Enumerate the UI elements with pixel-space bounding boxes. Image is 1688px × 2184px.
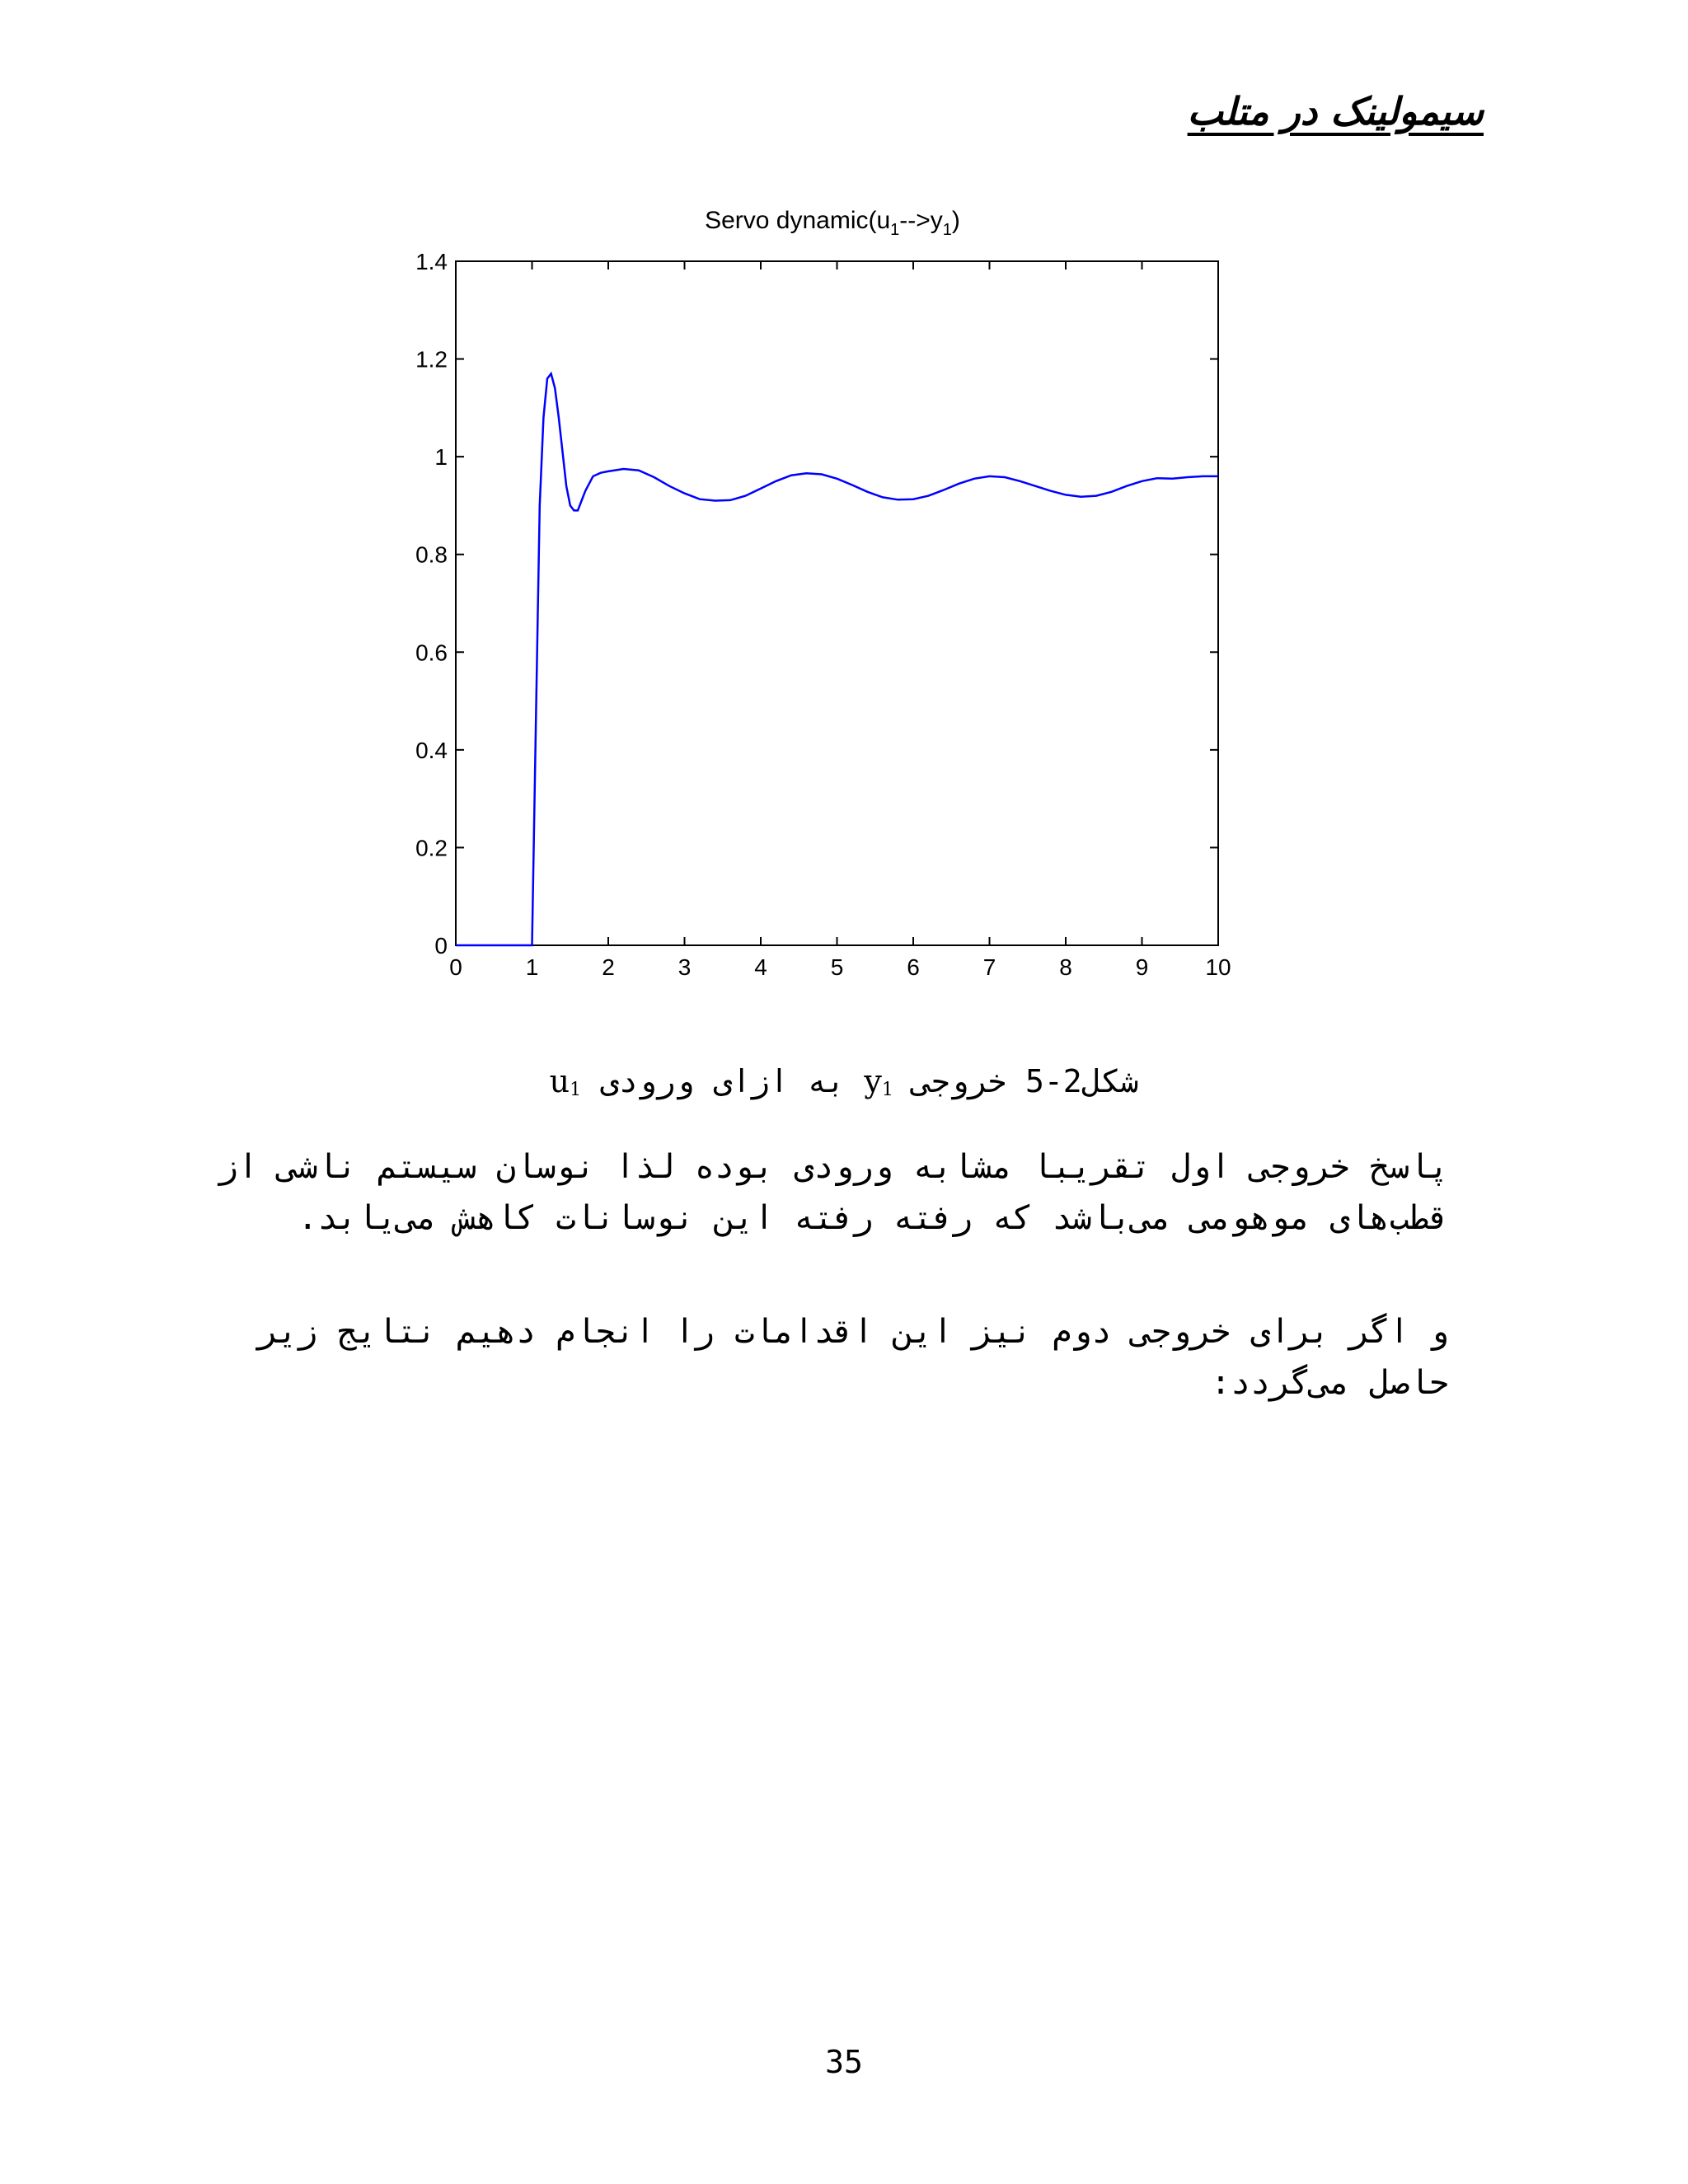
- page-header-title: سیمولینک در متلب: [1187, 89, 1484, 134]
- y-tick-label: 0.8: [415, 541, 448, 568]
- x-tick-label: 2: [602, 954, 615, 980]
- y-tick-label: 0.2: [415, 835, 448, 861]
- plot-frame: [456, 261, 1218, 945]
- x-tick-label: 4: [754, 954, 767, 980]
- x-tick-label: 3: [678, 954, 692, 980]
- servo-dynamic-chart: [387, 194, 1253, 1001]
- x-tick-label: 1: [525, 954, 539, 980]
- series-line-y1: [456, 373, 1218, 945]
- y-tick-label: 1.4: [415, 249, 448, 274]
- caption-text-output: خروجی: [912, 1063, 1007, 1099]
- x-tick-label: 9: [1135, 954, 1149, 980]
- body-paragraph-2: و اگر برای خروجی دوم نیز این اقدامات را انجام دهیم نتایج زیر حاصل می‌گردد:: [258, 1313, 1449, 1402]
- x-tick-label: 8: [1059, 954, 1072, 980]
- caption-number: شکل2-5: [1025, 1063, 1139, 1099]
- x-tick-label: 5: [830, 954, 844, 980]
- x-tick-label: 6: [907, 954, 920, 980]
- y-tick-label: 1.2: [415, 346, 448, 373]
- y-tick-label: 0.6: [415, 640, 448, 666]
- y-tick-label: 0.4: [415, 737, 448, 763]
- chart-title: Servo $dynamic(u_1-->y_1)$: [705, 207, 960, 239]
- body-paragraph-1: پاسخ خروجی اول تقریبا مشابه ورودی بوده لذا نوسان سیستم ناشی از قطب‌های موهومی می‌باشد که رفته رفته این نوسانات کاهش می‌یابد.: [218, 1148, 1449, 1237]
- caption-text-input: به ازای ورودی: [600, 1063, 846, 1099]
- y-tick-label: 0: [434, 933, 448, 958]
- chart-figure: [387, 194, 1253, 1001]
- page-number: 35: [825, 2044, 863, 2080]
- figure-caption: [0, 1063, 1688, 1100]
- x-tick-label: 0: [449, 954, 462, 980]
- y-tick-label: 1: [434, 444, 448, 471]
- caption-y-symbol: y1: [864, 1063, 893, 1100]
- caption-u-symbol: u1: [549, 1063, 582, 1100]
- x-tick-label: 7: [982, 954, 996, 980]
- x-tick-label: 10: [1205, 954, 1231, 980]
